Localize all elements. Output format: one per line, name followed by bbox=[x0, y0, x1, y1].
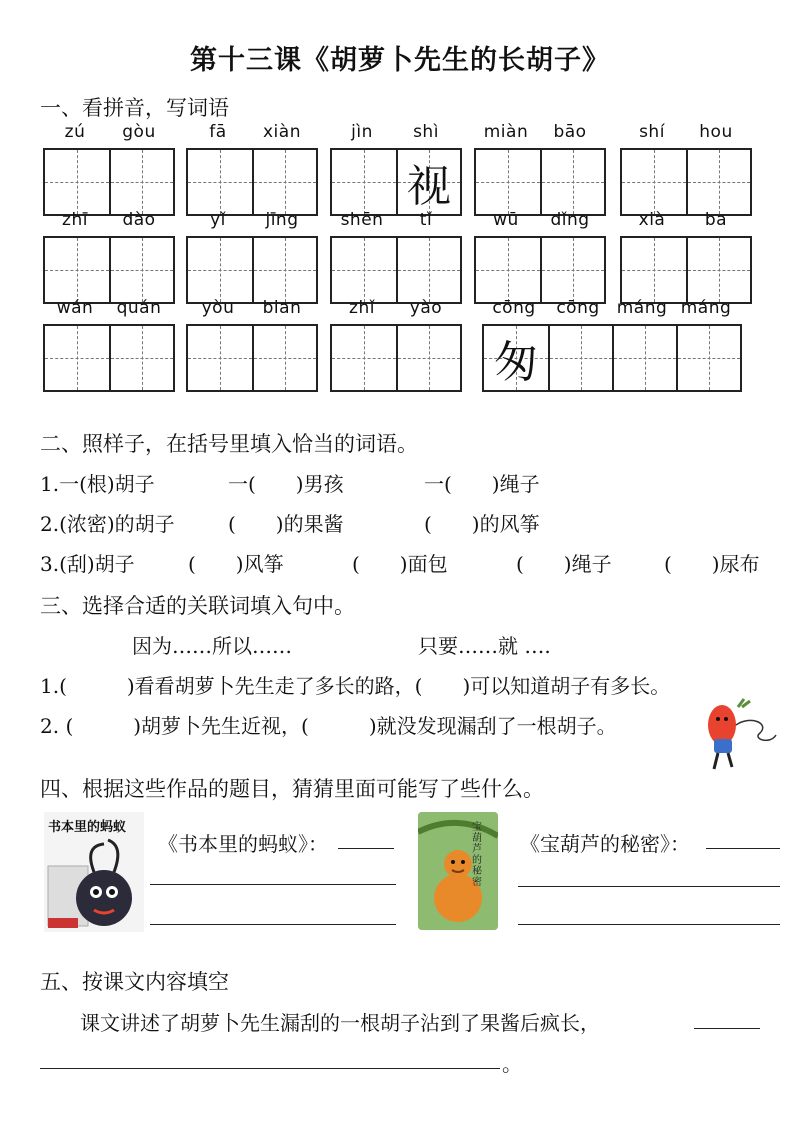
tianzige-cell[interactable] bbox=[476, 150, 540, 214]
pinyin-label: yòu bbox=[201, 298, 235, 318]
pinyin-label: jìn bbox=[351, 122, 373, 142]
pinyin-label: hou bbox=[699, 122, 733, 142]
cell-character bbox=[332, 238, 396, 302]
book2-answer-line-2[interactable] bbox=[518, 886, 780, 887]
word-writing-box bbox=[474, 148, 606, 216]
cell-character bbox=[678, 326, 740, 390]
book1-title: 《书本里的蚂蚁》： bbox=[158, 832, 328, 856]
cell-character bbox=[45, 238, 109, 302]
s5-answer-line-2[interactable] bbox=[40, 1068, 500, 1069]
cell-character bbox=[542, 150, 604, 214]
tianzige-cell[interactable] bbox=[252, 326, 316, 390]
page-title: 第十三课《胡萝卜先生的长胡子》 bbox=[190, 45, 610, 76]
cell-character bbox=[111, 326, 173, 390]
cell-character bbox=[332, 150, 396, 214]
tianzige-cell[interactable] bbox=[686, 238, 750, 302]
cell-character bbox=[398, 238, 460, 302]
s2-line3-blank-c[interactable]: ( )面包 bbox=[352, 552, 448, 576]
word-writing-box bbox=[43, 236, 175, 304]
s2-line1-blank-c[interactable]: 一( )绳子 bbox=[424, 472, 540, 496]
cell-character: 匆 bbox=[494, 337, 538, 388]
s2-line3-blank-e[interactable]: ( )尿布 bbox=[664, 552, 760, 576]
tianzige-cell[interactable] bbox=[332, 150, 396, 214]
cell-character bbox=[622, 150, 686, 214]
cell-character bbox=[622, 238, 686, 302]
pinyin-label: zhī bbox=[62, 210, 88, 230]
word-writing-box bbox=[43, 148, 175, 216]
pinyin-label: wán bbox=[56, 298, 94, 318]
book1-answer-line-2[interactable] bbox=[150, 884, 396, 885]
pinyin-label: bāo bbox=[553, 122, 587, 142]
word-writing-box bbox=[620, 236, 752, 304]
pinyin-label: yào bbox=[409, 298, 443, 318]
conjunction-option-1: 因为……所以…… bbox=[132, 634, 292, 658]
tianzige-cell[interactable] bbox=[109, 150, 173, 214]
cell-character: 视 bbox=[407, 161, 451, 212]
tianzige-cell[interactable] bbox=[396, 326, 460, 390]
pinyin-label: máng bbox=[680, 298, 732, 318]
word-writing-box bbox=[186, 324, 318, 392]
tianzige-cell[interactable] bbox=[332, 238, 396, 302]
word-writing-box bbox=[186, 148, 318, 216]
pinyin-label: wū bbox=[493, 210, 519, 230]
word-writing-box bbox=[330, 148, 462, 216]
s2-line1-blank-b[interactable]: 一( )男孩 bbox=[228, 472, 344, 496]
tianzige-cell[interactable] bbox=[45, 326, 109, 390]
word-writing-box bbox=[474, 236, 606, 304]
book2-cover-image bbox=[418, 812, 498, 930]
cell-character bbox=[476, 150, 540, 214]
cell-character bbox=[188, 150, 252, 214]
word-writing-box bbox=[43, 324, 175, 392]
section2-heading: 二、照样子，在括号里填入恰当的词语。 bbox=[40, 432, 418, 456]
book1-answer-line-3[interactable] bbox=[150, 924, 396, 925]
section5-heading: 五、按课文内容填空 bbox=[40, 970, 229, 994]
s2-line2-blank-b[interactable]: ( )的果酱 bbox=[228, 512, 344, 536]
s3-question-2[interactable]: 2. ( )胡萝卜先生近视，( )就没发现漏刮了一根胡子。 bbox=[40, 714, 617, 738]
pinyin-label: cōng bbox=[492, 298, 536, 318]
pinyin-label: dào bbox=[122, 210, 156, 230]
cell-character bbox=[111, 238, 173, 302]
pinyin-label: jīng bbox=[265, 210, 299, 230]
tianzige-cell[interactable] bbox=[332, 326, 396, 390]
tianzige-cell[interactable] bbox=[45, 150, 109, 214]
cell-character bbox=[332, 326, 396, 390]
cell-character bbox=[476, 238, 540, 302]
book1-cover-image bbox=[44, 812, 144, 932]
section1-heading: 一、看拼音，写词语 bbox=[40, 96, 229, 120]
s5-answer-line-1[interactable] bbox=[694, 1028, 760, 1029]
s2-line3-blank-b[interactable]: ( )风筝 bbox=[188, 552, 284, 576]
pinyin-label: máng bbox=[616, 298, 668, 318]
book2-cover-title: 宝葫芦的秘密 bbox=[472, 822, 482, 888]
tianzige-cell[interactable] bbox=[612, 326, 676, 390]
pinyin-label: zú bbox=[64, 122, 86, 142]
cell-character bbox=[45, 326, 109, 390]
tianzige-cell[interactable] bbox=[188, 238, 252, 302]
pinyin-label: quán bbox=[116, 298, 162, 318]
pinyin-label: cōng bbox=[556, 298, 600, 318]
cell-character bbox=[688, 238, 750, 302]
section3-heading: 三、选择合适的关联词填入句中。 bbox=[40, 594, 355, 618]
s2-line2-blank-c[interactable]: ( )的风筝 bbox=[424, 512, 540, 536]
tianzige-cell[interactable] bbox=[622, 150, 686, 214]
s3-question-1[interactable]: 1.( )看看胡萝卜先生走了多长的路，( )可以知道胡子有多长。 bbox=[40, 674, 671, 698]
tianzige-cell[interactable] bbox=[484, 326, 548, 390]
pinyin-label: yǐ bbox=[210, 210, 226, 230]
tianzige-cell[interactable] bbox=[396, 150, 460, 214]
tianzige-cell[interactable] bbox=[45, 238, 109, 302]
s2-line1-example: 1.一(根)胡子 bbox=[40, 472, 155, 496]
tianzige-cell[interactable] bbox=[622, 238, 686, 302]
tianzige-cell[interactable] bbox=[540, 238, 604, 302]
pinyin-label: miàn bbox=[483, 122, 529, 142]
book2-answer-line-3[interactable] bbox=[518, 924, 780, 925]
book1-answer-line-1[interactable] bbox=[338, 848, 394, 849]
pinyin-label: shì bbox=[413, 122, 439, 142]
word-writing-box bbox=[330, 236, 462, 304]
word-writing-box bbox=[482, 324, 742, 392]
tianzige-cell[interactable] bbox=[252, 150, 316, 214]
cell-character bbox=[614, 326, 676, 390]
pinyin-label: gòu bbox=[122, 122, 156, 142]
cell-character bbox=[188, 326, 252, 390]
cell-character bbox=[688, 150, 750, 214]
tianzige-cell[interactable] bbox=[188, 326, 252, 390]
s2-line3-blank-d[interactable]: ( )绳子 bbox=[516, 552, 612, 576]
pinyin-label: ba bbox=[704, 210, 728, 230]
pinyin-label: xiàn bbox=[263, 122, 301, 142]
s2-line2-example: 2.(浓密)的胡子 bbox=[40, 512, 175, 536]
cell-character bbox=[550, 326, 612, 390]
word-writing-box bbox=[620, 148, 752, 216]
carrot-long-beard bbox=[736, 720, 776, 740]
conjunction-option-2: 只要……就 …. bbox=[418, 634, 551, 658]
cell-character bbox=[254, 150, 316, 214]
pinyin-label: shēn bbox=[340, 210, 384, 230]
tianzige-cell[interactable] bbox=[109, 238, 173, 302]
word-writing-box bbox=[330, 324, 462, 392]
book1-cover-title: 书本里的蚂蚁 bbox=[48, 820, 127, 835]
cell-character bbox=[45, 150, 109, 214]
pinyin-label: shí bbox=[639, 122, 665, 142]
tianzige-cell[interactable] bbox=[188, 150, 252, 214]
cell-character bbox=[398, 326, 460, 390]
pinyin-label: dǐng bbox=[550, 210, 590, 230]
tianzige-cell[interactable] bbox=[252, 238, 316, 302]
pinyin-label: zhǐ bbox=[349, 298, 375, 318]
word-writing-box bbox=[186, 236, 318, 304]
pinyin-label: xià bbox=[638, 210, 666, 230]
tianzige-cell[interactable] bbox=[676, 326, 740, 390]
tianzige-cell[interactable] bbox=[548, 326, 612, 390]
pinyin-label: tǐ bbox=[419, 210, 433, 230]
cell-character bbox=[188, 238, 252, 302]
tianzige-cell[interactable] bbox=[540, 150, 604, 214]
book2-title: 《宝葫芦的秘密》： bbox=[520, 832, 690, 856]
section4-heading: 四、根据这些作品的题目，猜猜里面可能写了些什么。 bbox=[40, 777, 544, 801]
s2-line3-example: 3.(刮)胡子 bbox=[40, 552, 135, 576]
pinyin-label: fā bbox=[209, 122, 227, 142]
book2-answer-line-1[interactable] bbox=[706, 848, 780, 849]
s5-text: 课文讲述了胡萝卜先生漏刮的一根胡子沾到了果酱后疯长， bbox=[80, 1011, 600, 1035]
carrot-mascot-illustration bbox=[700, 695, 780, 775]
s5-end-punct: 。 bbox=[502, 1052, 522, 1076]
tianzige-cell[interactable] bbox=[686, 150, 750, 214]
tianzige-cell[interactable] bbox=[396, 238, 460, 302]
tianzige-cell[interactable] bbox=[476, 238, 540, 302]
pinyin-label: bian bbox=[262, 298, 302, 318]
cell-character bbox=[542, 238, 604, 302]
cell-character bbox=[254, 238, 316, 302]
cell-character bbox=[254, 326, 316, 390]
cell-character bbox=[111, 150, 173, 214]
tianzige-cell[interactable] bbox=[109, 326, 173, 390]
